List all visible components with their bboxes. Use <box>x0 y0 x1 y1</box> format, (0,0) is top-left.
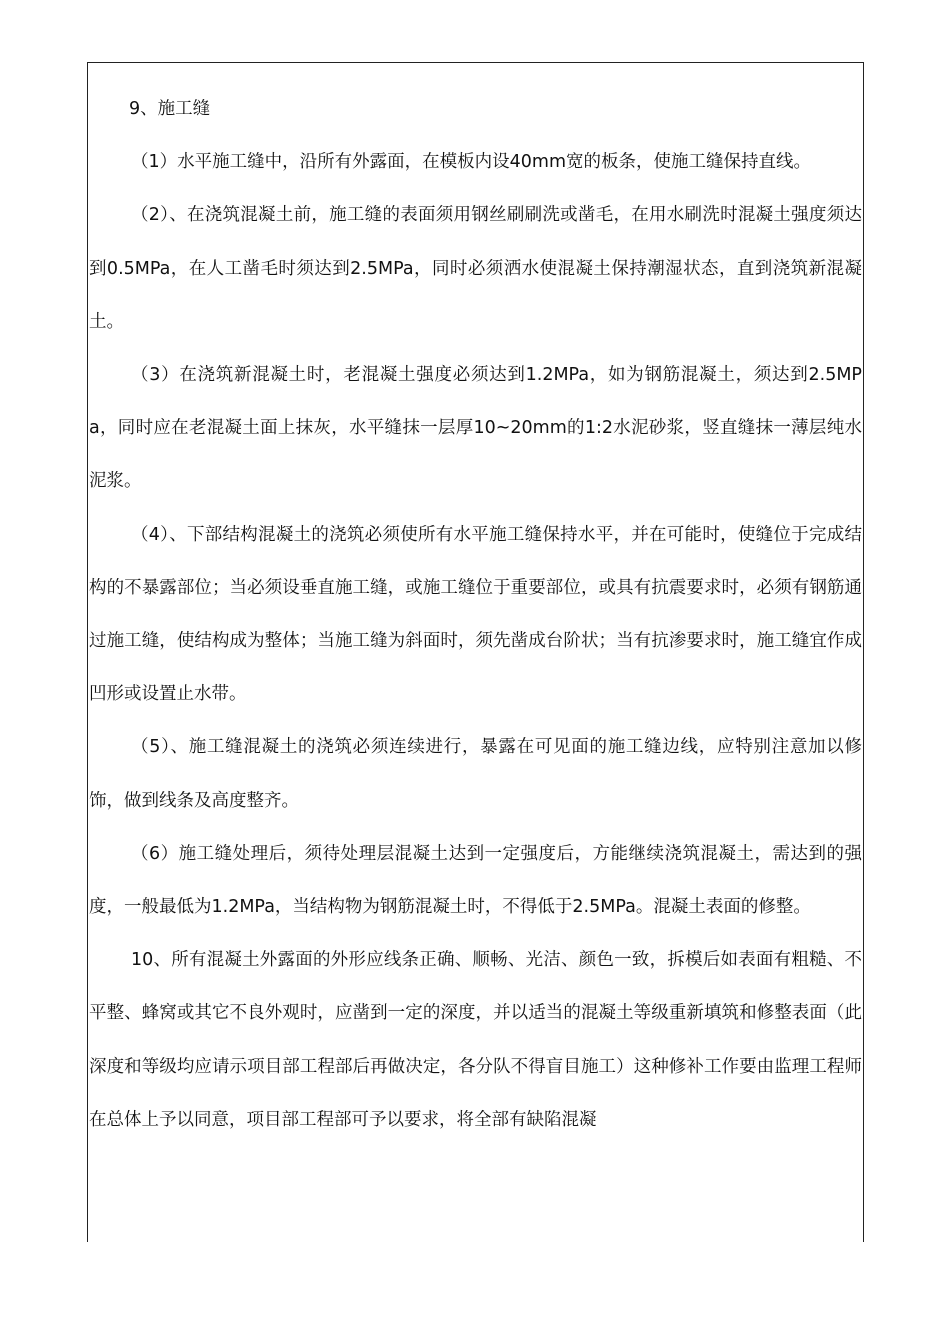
document-body <box>89 83 862 1147</box>
paragraph-section-10: 10、所有混凝土外露面的外形应线条正确、顺畅、光洁、颜色一致，拆模后如表面有粗糙、不平整、蜂窝或其它不良外观时，应凿到一定的深度，并以适当的混凝土等级重新填筑和修整表面（此深度和等级均应请示项目部工程部后再做决定，各分队不得盲目施工）这种修补工作要由监理工程师在总体上予以同意，项目部工程部可予以要求，将全部有缺陷混凝 <box>89 950 862 1130</box>
paragraph-item-4: （4）、下部结构混凝土的浇筑必须使所有水平施工缝保持水平，并在可能时，使缝位于完成结构的不暴露部位；当必须设垂直施工缝，或施工缝位于重要部位，或具有抗震要求时，必须有钢筋通过施工缝，使结构成为整体；当施工缝为斜面时，须先凿成台阶状；当有抗渗要求时，施工缝宜作成凹形或设置止水带。 <box>89 524 862 705</box>
paragraph-item-6: （6）施工缝处理后，须待处理层混凝土达到一定强度后，方能继续浇筑混凝土，需达到的强度，一般最低为1.2MPa，当结构物为钢筋混凝土时，不得低于2.5MPa。混凝土表面的修整。 <box>89 843 862 918</box>
paragraph-item-2: （2）、在浇筑混凝土前，施工缝的表面须用钢丝刷刷洗或凿毛，在用水刷洗时混凝土强度须达到0.5MPa，在人工凿毛时须达到2.5MPa，同时必须洒水使混凝土保持潮湿状态，直到浇筑新混凝土。 <box>89 205 862 332</box>
paragraph-item-5: （5）、施工缝混凝土的浇筑必须连续进行，暴露在可见面的施工缝边线，应特别注意加以修饰，做到线条及高度整齐。 <box>89 737 862 811</box>
paragraph-item-1: （1）水平施工缝中，沿所有外露面，在模板内设40mm宽的板条，使施工缝保持直线。 <box>131 152 811 173</box>
document-frame <box>87 62 864 1242</box>
paragraph-item-3: （3）在浇筑新混凝土时，老混凝土强度必须达到1.2MPa，如为钢筋混凝土，须达到2.5MPa，同时应在老混凝土面上抹灰，水平缝抹一层厚10~20mm的1:2水泥砂浆，竖直缝抹一薄层纯水泥浆。 <box>89 365 862 492</box>
section-heading-construction-joints: 9、施工缝 <box>129 99 211 119</box>
